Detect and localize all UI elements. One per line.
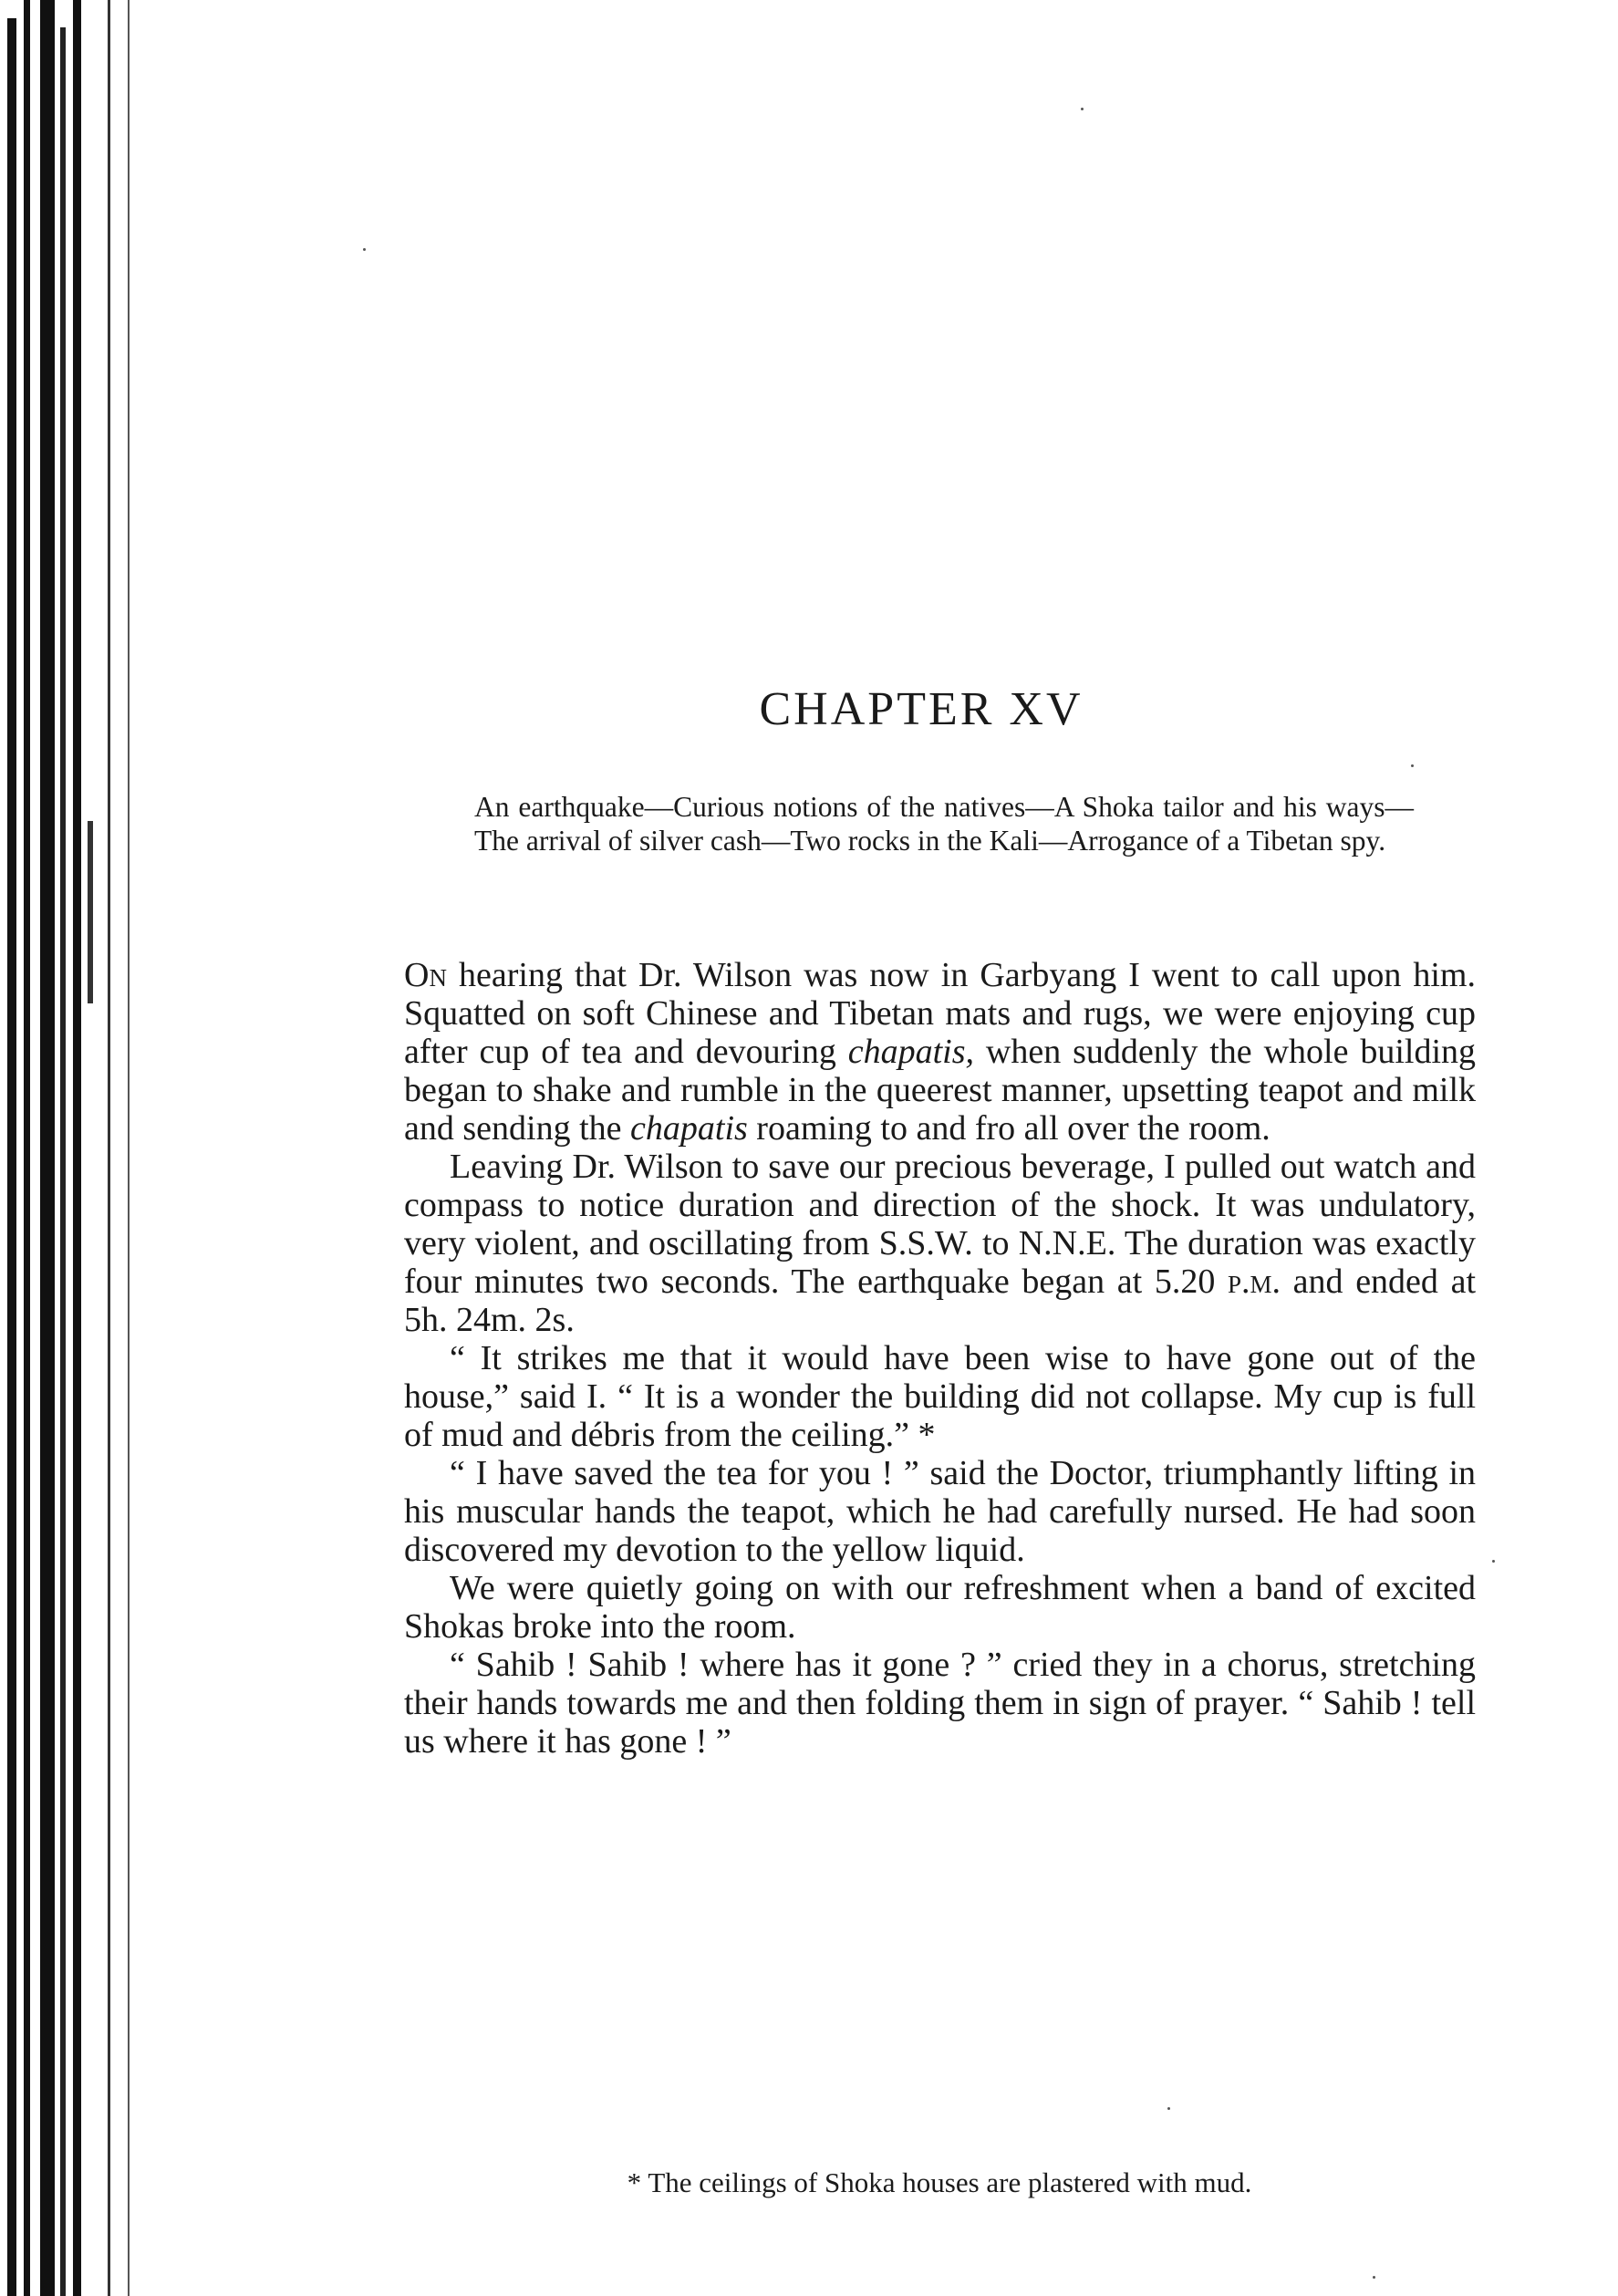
print-speck bbox=[1081, 108, 1084, 110]
print-speck bbox=[1492, 1560, 1495, 1563]
chapter-title: CHAPTER XV bbox=[759, 683, 1084, 735]
footnote: * The ceilings of Shoka houses are plastered with mud. bbox=[627, 2166, 1252, 2198]
italic-term: chapatis bbox=[630, 1109, 748, 1148]
print-speck bbox=[1167, 2107, 1170, 2110]
paragraph-1-text-b: when suddenly the whole building began to shake and rumble in the queerest manner, upsetting teapot and milk and sending the bbox=[404, 1033, 1477, 1148]
paragraph-1 bbox=[404, 956, 1476, 1148]
paragraph-4: “ I have saved the tea for you ! ” said the Doctor, triumphantly lifting in his muscular hands the teapot, which he had carefully nursed. He had soon discovered my devotion to the yellow liquid. bbox=[404, 1454, 1476, 1569]
paragraph-5: We were quietly going on with our refreshment when a band of excited Shokas broke into the room. bbox=[404, 1569, 1476, 1646]
book-binding-edge bbox=[0, 0, 146, 2296]
paragraph-2-text-b: and ended at 5h. 24m. 2s. bbox=[404, 1262, 1476, 1339]
body-text bbox=[404, 956, 1476, 1761]
paragraph-6: “ Sahib ! Sahib ! where has it gone ? ” cried they in a chorus, stretching their hands towards me and then folding them in sign of prayer. “ Sahib ! tell us where it has gone ! ” bbox=[404, 1646, 1476, 1761]
italic-term: chapatis, bbox=[847, 1033, 975, 1071]
paragraph-2 bbox=[404, 1148, 1476, 1339]
time-abbrev: p.m. bbox=[1228, 1262, 1281, 1301]
print-speck bbox=[1373, 2276, 1375, 2279]
drop-word: On bbox=[404, 956, 447, 994]
paragraph-2-text-a: Leaving Dr. Wilson to save our precious beverage, I pulled out watch and compass to notice duration and direction of the shock. It was undulatory, very violent, and oscillating from S.S.W. to N.N.E. The duration was exactly four minutes two seconds. The earthquake began at 5.20 bbox=[404, 1148, 1476, 1301]
paragraph-1-text-a: hearing that Dr. Wilson was now in Garbyang I went to call upon him. Squatted on soft Chinese and Tibetan mats and rugs, we were enjoying cup after cup of tea and devouring bbox=[404, 956, 1476, 1071]
print-speck bbox=[1411, 764, 1414, 767]
paragraph-3: “ It strikes me that it would have been wise to have gone out of the house,” said I. “ It is a wonder the building did not collapse. My cup is full of mud and débris from the ceiling.” * bbox=[404, 1339, 1476, 1454]
paragraph-1-text-c: roaming to and fro all over the room. bbox=[747, 1109, 1271, 1148]
chapter-summary: An earthquake—Curious notions of the natives—A Shoka tailor and his ways—The arrival of silver cash—Two rocks in the Kali—Arrogance of a Tibetan spy. bbox=[474, 791, 1414, 857]
print-speck bbox=[363, 248, 366, 251]
